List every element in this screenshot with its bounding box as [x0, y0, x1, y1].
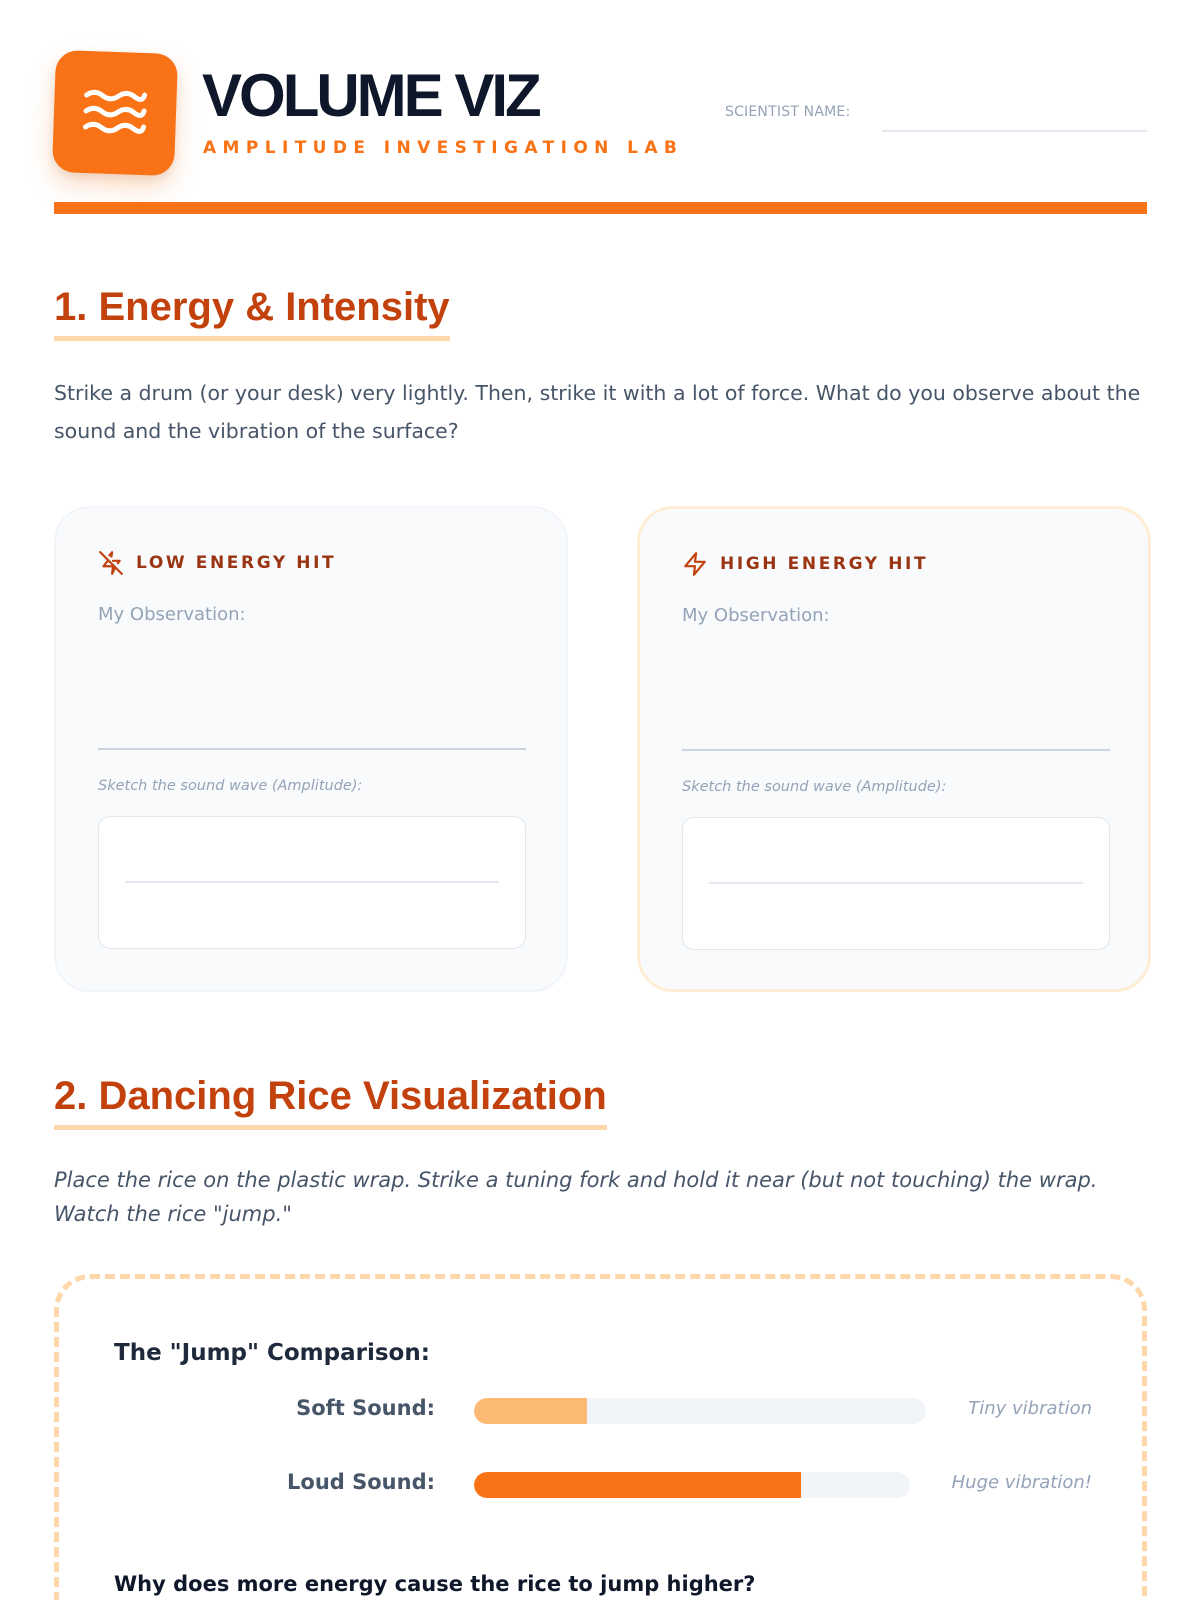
high-energy-observation-label: My Observation: [682, 605, 830, 626]
loud-sound-label: Loud Sound: [287, 1470, 435, 1494]
page-title: VOLUME VIZ [202, 62, 539, 129]
worksheet-header [54, 52, 1147, 217]
low-energy-card [54, 506, 568, 992]
loud-sound-track [474, 1472, 910, 1498]
section2-heading-text: 2. Dancing Rice Visualization [54, 1074, 607, 1118]
low-energy-observation-label: My Observation: [98, 604, 246, 625]
loud-sound-row [0, 1470, 1200, 1500]
low-energy-card-header [98, 550, 336, 576]
low-energy-card-title: LOW ENERGY HIT [136, 553, 337, 573]
section2-heading-underline [54, 1125, 607, 1130]
section1-heading-underline [54, 336, 450, 341]
high-energy-card-title: HIGH ENERGY HIT [720, 554, 929, 574]
high-energy-observation-field[interactable] [682, 749, 1110, 751]
soft-sound-note: Tiny vibration [968, 1398, 1092, 1419]
page-subtitle: AMPLITUDE INVESTIGATION LAB [203, 138, 684, 158]
waves-icon [81, 87, 149, 139]
loud-sound-fill [474, 1472, 801, 1498]
header-divider [54, 202, 1147, 214]
high-energy-card-header [682, 551, 928, 577]
section2-heading [54, 1076, 607, 1116]
rice-question: Why does more energy cause the rice to jump higher? [114, 1572, 756, 1596]
soft-sound-label: Soft Sound: [296, 1396, 435, 1420]
zap-icon [682, 551, 708, 577]
high-energy-sketch-area[interactable] [682, 817, 1110, 950]
rice-comparison-panel [54, 1274, 1147, 1600]
zap-off-icon [98, 550, 124, 576]
high-energy-card [637, 506, 1151, 992]
high-energy-sketch-label: Sketch the sound wave (Amplitude): [682, 779, 947, 795]
section1-heading [54, 287, 450, 327]
scientist-name-field[interactable] [882, 130, 1147, 132]
soft-sound-fill [474, 1398, 587, 1424]
section1-instructions: Strike a drum (or your desk) very lightly. Then, strike it with a lot of force. What do you observe about the sound and the vibration of the surface? [54, 381, 1141, 443]
low-energy-observation-field[interactable] [98, 748, 526, 750]
soft-sound-row [0, 1396, 1200, 1426]
soft-sound-track [474, 1398, 926, 1424]
scientist-name-label: SCIENTIST NAME: [725, 104, 851, 120]
jump-comparison-title: The "Jump" Comparison: [114, 1340, 430, 1366]
loud-sound-note: Huge vibration! [951, 1472, 1092, 1493]
section1-heading-text: 1. Energy & Intensity [54, 285, 450, 329]
logo-badge [52, 50, 178, 176]
low-energy-sketch-label: Sketch the sound wave (Amplitude): [98, 778, 363, 794]
low-energy-sketch-area[interactable] [98, 816, 526, 949]
high-energy-sketch-axis [709, 882, 1083, 884]
section2-instructions: Place the rice on the plastic wrap. Strike a tuning fork and hold it near (but not touching) the wrap. Watch the rice "jump." [54, 1168, 1098, 1226]
low-energy-sketch-axis [125, 881, 499, 883]
